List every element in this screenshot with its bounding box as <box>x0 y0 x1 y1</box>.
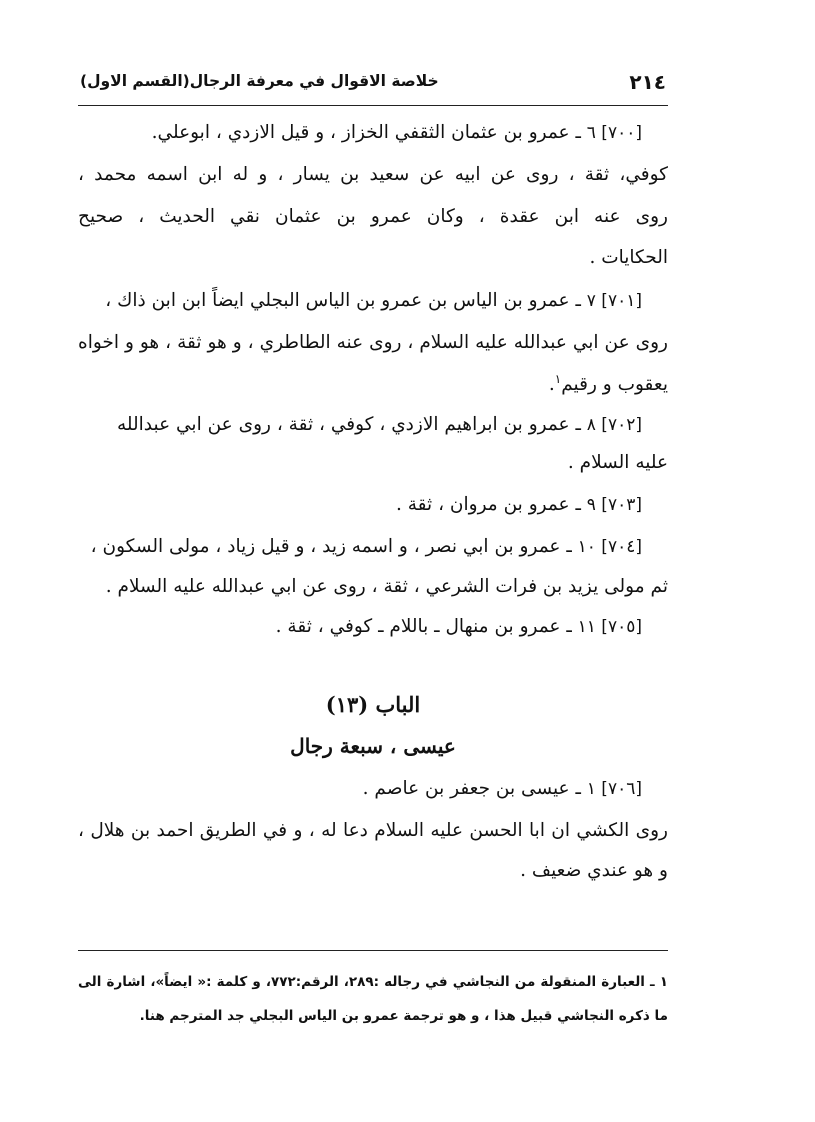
page-number: ٢١٤ <box>629 70 666 94</box>
text-line: روى الكشي ان ابا الحسن عليه السلام دعا له ، و في الطريق احمد بن هلال ، <box>78 820 668 841</box>
text-line: ثم مولى يزيد بن فرات الشرعي ، ثقة ، روى عن ابي عبدالله عليه السلام . <box>105 576 668 597</box>
text-line: روى عن ابي عبدالله عليه السلام ، روى عنه الطاطري ، و هو ثقة ، هو و اخواه <box>78 332 668 353</box>
entry-703: [٧٠٣] ٩ ـ عمرو بن مروان ، ثقة . <box>396 494 642 515</box>
entry-702: [٧٠٢] ٨ ـ عمرو بن ابراهيم الازدي ، كوفي ، ثقة ، روى عن ابي عبدالله <box>116 414 642 435</box>
entry-705: [٧٠٥] ١١ ـ عمرو بن منهال ـ باللام ـ كوفي ، ثقة . <box>275 616 642 637</box>
entry-701: [٧٠١] ٧ ـ عمرو بن الياس بن عمرو بن الياس البجلي ايضاً ابن ابن ذاك ، <box>105 290 642 311</box>
entry-700: [٧٠٠] ٦ ـ عمرو بن عثمان الثقفي الخزاز ، و قيل الازدي ، ابوعلي. <box>151 122 642 143</box>
footnote-marker: ١ <box>554 372 562 386</box>
header-divider <box>78 105 668 106</box>
footnote-line: ما ذكره النجاشي قبيل هذا ، و هو ترجمة عمرو بن الياس البجلي جد المترجم هنا. <box>139 1008 668 1024</box>
chapter-heading: الباب (١٣) <box>325 692 421 717</box>
running-title: خلاصة الاقوال في معرفة الرجال(القسم الاول) <box>80 72 439 90</box>
chapter-subheading: عيسى ، سبعة رجال <box>290 734 456 758</box>
text-line: روى عنه ابن عقدة ، وكان عمرو بن عثمان نقي الحديث ، صحيح <box>78 206 668 227</box>
text-line: الحكايات . <box>589 247 668 268</box>
running-header <box>78 62 668 100</box>
text-line: عليه السلام . <box>567 452 668 473</box>
text-line: يعقوب و رقيم$^١$. <box>548 372 668 396</box>
entry-704: [٧٠٤] ١٠ ـ عمرو بن ابي نصر ، و اسمه زيد ، و قيل زياد ، مولى السكون ، <box>90 536 642 557</box>
footnote-line: ١ ـ العبارة المنقولة من النجاشي في رجاله :٢٨٩، الرقم:٧٧٢، و كلمة :« ايضاً»، اشارة الى <box>78 974 669 990</box>
entry-706: [٧٠٦] ١ ـ عيسى بن جعفر بن عاصم . <box>362 778 642 799</box>
text-line: و هو عندي ضعيف . <box>520 860 668 881</box>
footnote-divider <box>78 950 668 951</box>
book-page <box>78 62 668 1072</box>
text-line: كوفي، ثقة ، روى عن ابيه عن سعيد بن يسار ، و له ابن اسمه محمد ، <box>78 164 668 185</box>
